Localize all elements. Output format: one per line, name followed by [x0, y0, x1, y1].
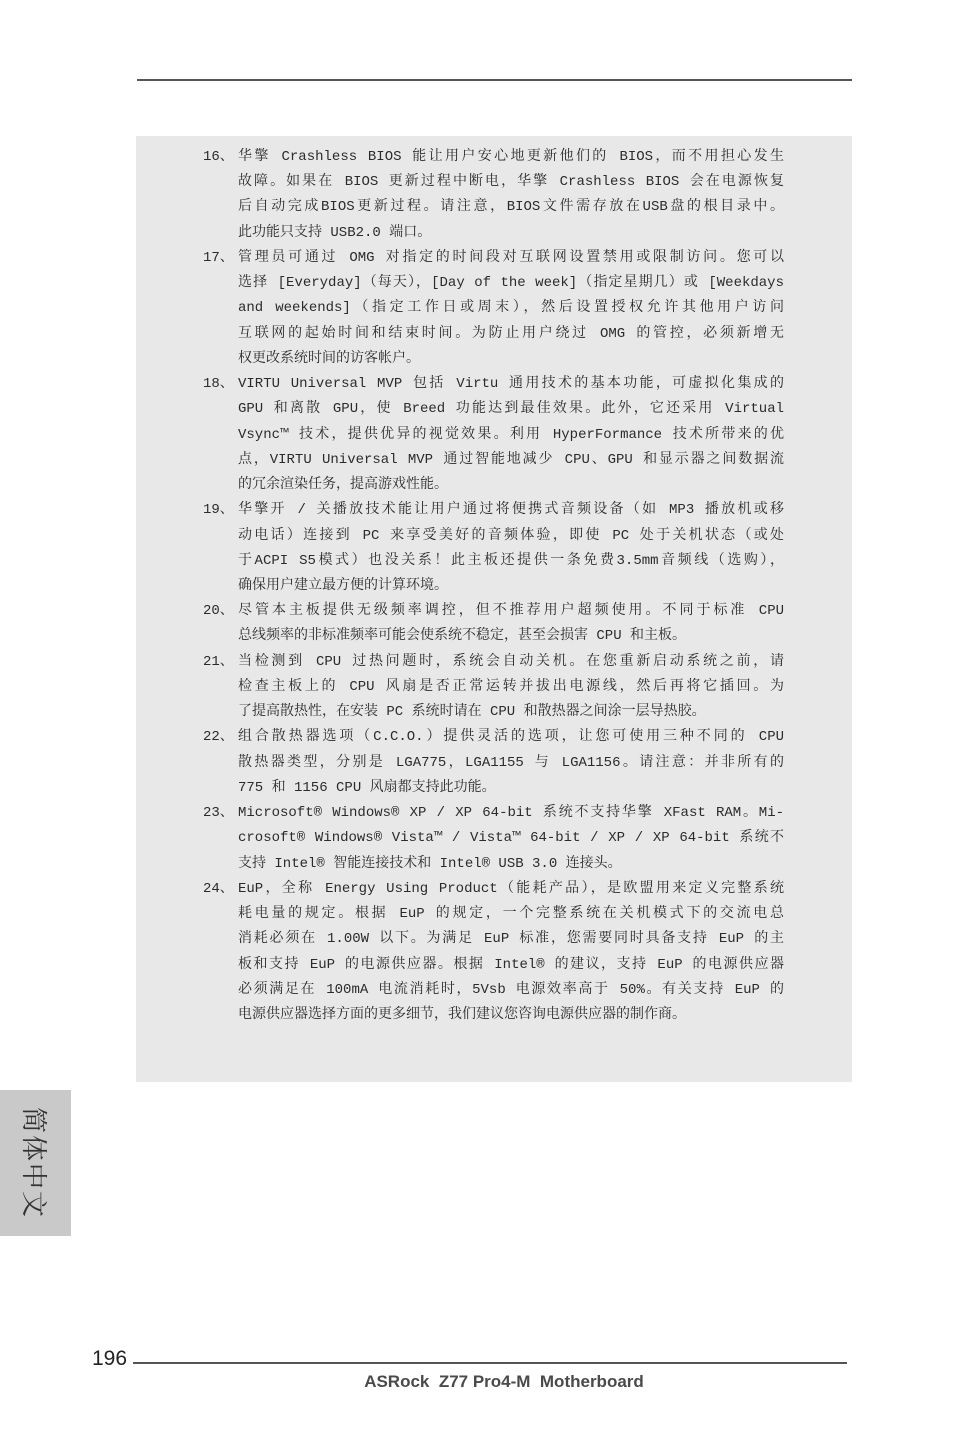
item-text-line: GPU 和离散 GPU，使 Breed 功能达到最佳效果。此外，它还采用 Virtual	[238, 401, 784, 418]
list-item	[203, 877, 784, 1028]
item-text-line: 于ACPI S5模式）也没关系！此主板还提供一条免费3.5mm音频线（选购），	[238, 552, 784, 569]
item-body	[238, 877, 784, 1028]
item-text-line: 后自动完成BIOS更新过程。请注意，BIOS文件需存放在USB盘的根目录中。	[238, 199, 784, 216]
language-tab	[0, 1090, 71, 1236]
item-body	[238, 801, 784, 877]
item-text-line: 散热器类型，分别是 LGA775，LGA1155 与 LGA1156。请注意：并非所有的	[238, 754, 784, 771]
item-body	[238, 498, 784, 599]
footer-title: ASRock Z77 Pro4-M Motherboard	[364, 1372, 644, 1391]
item-text-line: 选择 [Everyday]（每天），[Day of the week]（指定星期几）或 [Weekdays	[238, 275, 784, 292]
item-text-line: 故障。如果在 BIOS 更新过程中断电，华擎 Crashless BIOS 会在电源恢复	[238, 174, 784, 191]
item-text-line: 确保用户建立最方便的计算环境。	[238, 577, 448, 594]
language-tab-label: 简体中文	[18, 1106, 48, 1219]
item-number: 23、	[203, 805, 234, 822]
item-text-line: 当检测到 CPU 过热问题时，系统会自动关机。在您重新启动系统之前，请	[238, 653, 784, 670]
item-text-line: Microsoft® Windows® XP / XP 64-bit 系统不支持华擎 XFast RAM。Mi-	[238, 805, 784, 822]
numbered-list	[203, 145, 784, 1028]
item-text-line: 了提高散热性，在安装 PC 系统时请在 CPU 和散热器之间涂一层导热胶。	[238, 704, 706, 721]
item-text-line: 华擎开 / 关播放技术能让用户通过将便携式音频设备（如 MP3 播放机或移	[238, 502, 784, 519]
item-body	[238, 599, 784, 649]
page-number: 196	[92, 1347, 128, 1370]
item-text-line: 消耗必须在 1.00W 以下。为满足 EuP 标准，您需要同时具备支持 EuP 的主	[238, 931, 784, 948]
item-text-line: crosoft® Windows® Vista™ / Vista™ 64-bit / XP / XP 64-bit 系统不	[238, 830, 784, 847]
item-text-line: 检查主板上的 CPU 风扇是否正常运转并拔出电源线，然后再将它插回。为	[238, 678, 784, 695]
item-body	[238, 725, 784, 801]
item-number: 17、	[203, 249, 234, 266]
item-number: 21、	[203, 653, 234, 670]
item-text-line: 互联网的起始时间和结束时间。为防止用户绕过 OMG 的管控，必须新增无	[238, 325, 784, 342]
item-body	[238, 372, 784, 498]
item-number: 16、	[203, 149, 234, 165]
item-number: 24、	[203, 880, 234, 897]
item-text-line: 总线频率的非标准频率可能会使系统不稳定，甚至会损害 CPU 和主板。	[238, 628, 687, 645]
item-number: 22、	[203, 729, 234, 746]
item-text-line: 管理员可通过 OMG 对指定的时间段对互联网设置禁用或限制访问。您可以	[238, 249, 784, 266]
item-text-line: and weekends]（指定工作日或周末），然后设置授权允许其他用户访问	[238, 300, 784, 317]
item-text-line: 必须满足在 100mA 电流消耗时，5Vsb 电源效率高于 50%。有关支持 EuP 的	[238, 981, 784, 998]
item-number: 19、	[203, 502, 234, 519]
header-rule	[137, 79, 852, 81]
item-text-line: Vsync™ 技术，提供优异的视觉效果。利用 HyperFormance 技术所带来的优	[238, 426, 784, 443]
footer-rule	[133, 1362, 847, 1364]
item-text-line: 支持 Intel® 智能连接技术和 Intel® USB 3.0 连接头。	[238, 855, 622, 872]
list-item	[203, 498, 784, 599]
item-text-line: 尽管本主板提供无级频率调控，但不推荐用户超频使用。不同于标准 CPU	[238, 603, 784, 620]
item-text-line: 电源供应器选择方面的更多细节，我们建议您咨询电源供应器的制作商。	[238, 1006, 686, 1023]
list-item	[203, 246, 784, 372]
item-text-line: 耗电量的规定。根据 EuP 的规定，一个完整系统在关机模式下的交流电总	[238, 906, 784, 923]
item-text-line: 775 和 1156 CPU 风扇都支持此功能。	[238, 779, 496, 796]
item-text-line: 板和支持 EuP 的电源供应器。根据 Intel® 的建议，支持 EuP 的电源供应器	[238, 956, 784, 973]
item-body	[238, 246, 784, 372]
item-text-line: EuP，全称 Energy Using Product（能耗产品），是欧盟用来定义完整系统	[238, 880, 784, 897]
item-text-line: 权更改系统时间的访客帐户。	[238, 350, 420, 367]
item-text-line: 点，VIRTU Universal MVP 通过智能地减少 CPU、GPU 和显示器之间数据流	[238, 451, 784, 468]
list-item	[203, 650, 784, 726]
item-text-line: 动电话）连接到 PC 来享受美好的音频体验，即使 PC 处于关机状态（或处	[238, 527, 784, 544]
item-number: 20、	[203, 603, 234, 620]
item-text-line: 华擎 Crashless BIOS 能让用户安心地更新他们的 BIOS，而不用担心发生	[238, 149, 784, 165]
list-item	[203, 801, 784, 877]
item-body	[238, 145, 784, 246]
list-item	[203, 599, 784, 649]
list-item	[203, 372, 784, 498]
item-text-line: 的冗余渲染任务，提高游戏性能。	[238, 477, 448, 494]
item-text-line: 此功能只支持 USB2.0 端口。	[238, 224, 432, 241]
list-item	[203, 725, 784, 801]
item-text-line: VIRTU Universal MVP 包括 Virtu 通用技术的基本功能，可虚拟化集成的	[238, 376, 784, 393]
item-number: 18、	[203, 376, 234, 393]
item-body	[238, 650, 784, 726]
list-item	[203, 145, 784, 246]
item-text-line: 组合散热器选项（C.C.O.）提供灵活的选项，让您可使用三种不同的 CPU	[238, 729, 784, 746]
